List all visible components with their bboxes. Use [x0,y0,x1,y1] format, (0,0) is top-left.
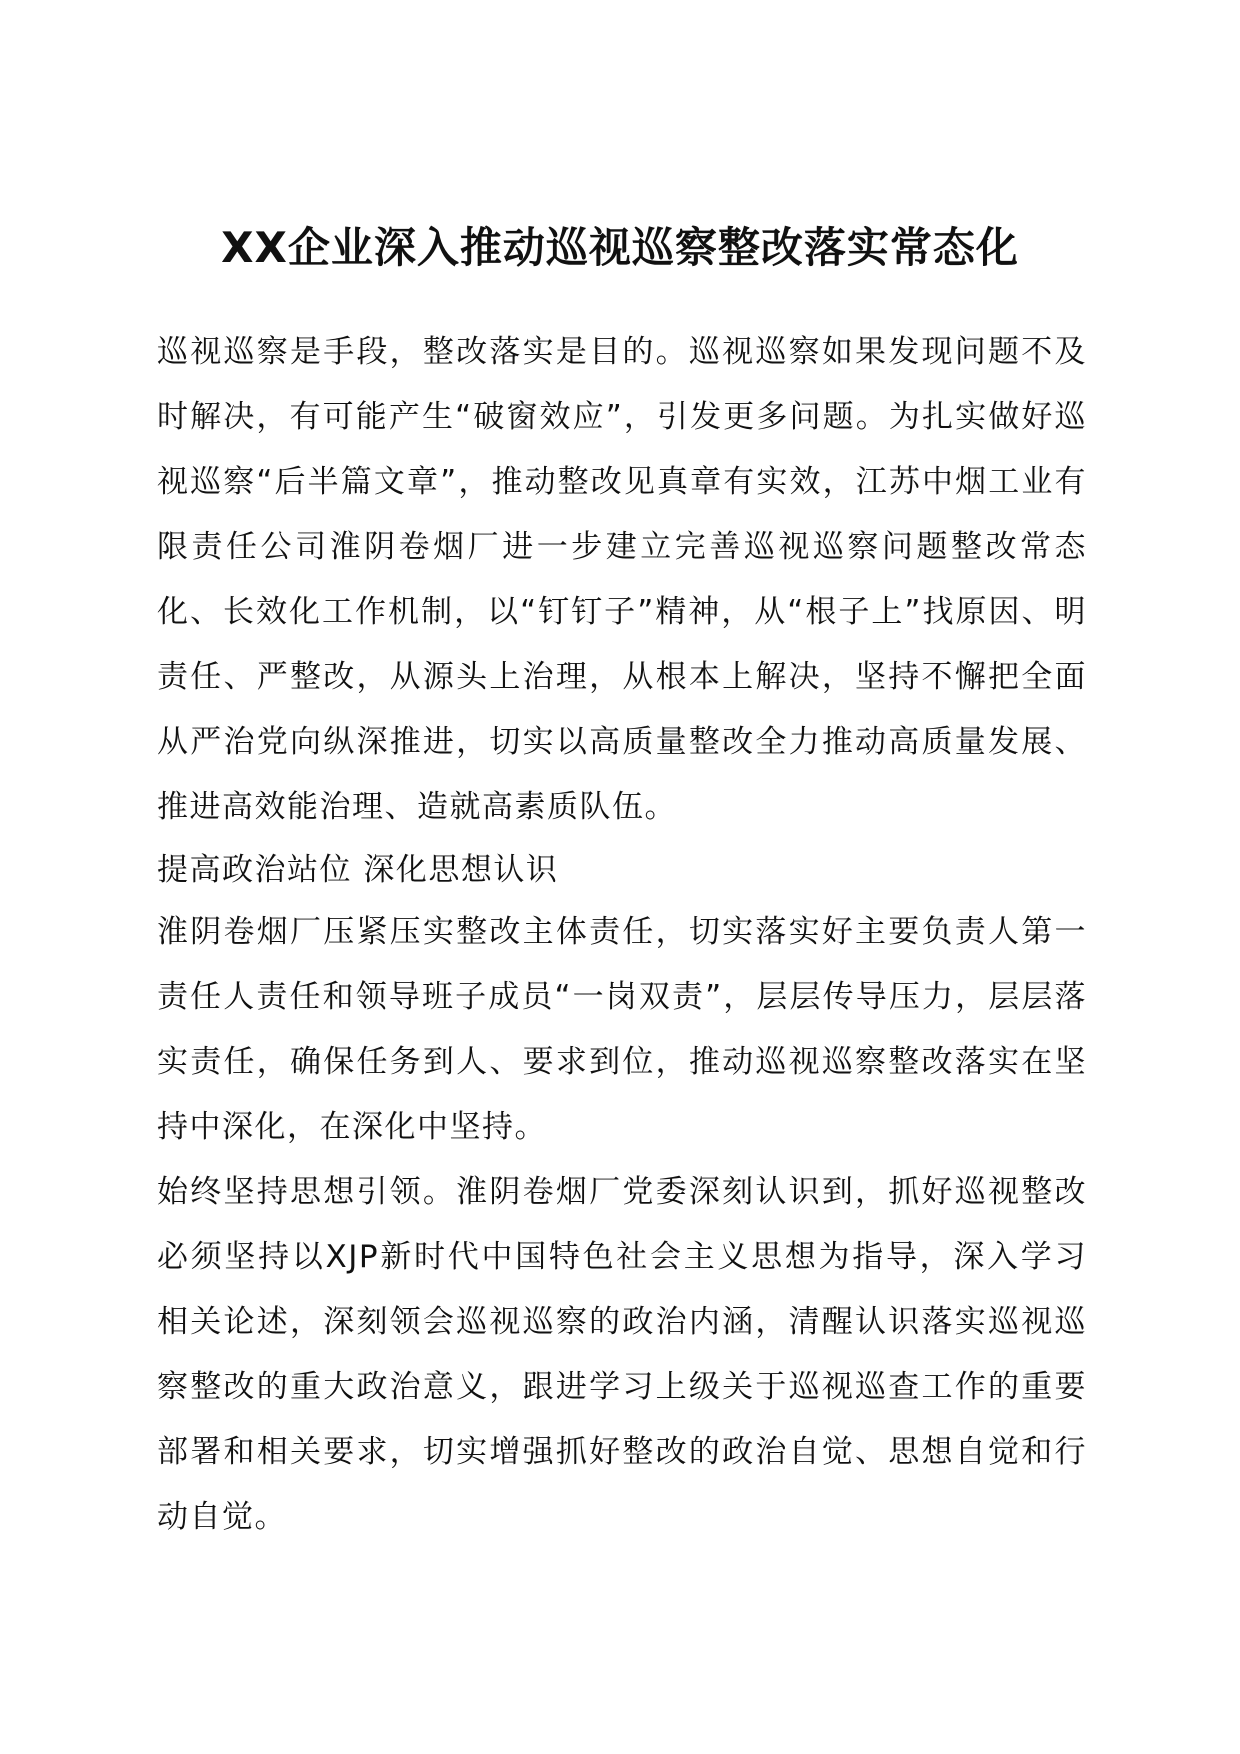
document-title: XX企业深入推动巡视巡察整改落实常态化 [221,223,1019,272]
section-paragraph-responsibility: 淮阴卷烟厂压紧压实整改主体责任，切实落实好主要负责人第一责任人责任和领导班子成员“一岗双责”，层层传导压力，层层落实责任，确保任务到人、要求到位，推动巡视巡察整改落实在坚持中深化，在深化中坚持。 [157,914,1087,1145]
section-heading: 提高政治站位 深化思想认识 [157,852,559,888]
document-body [157,320,1087,1550]
intro-paragraph: 巡视巡察是手段，整改落实是目的。巡视巡察如果发现问题不及时解决，有可能产生“破窗效应”，引发更多问题。为扎实做好巡视巡察“后半篇文章”，推动整改见真章有实效，江苏中烟工业有限责任公司淮阴卷烟厂进一步建立完善巡视巡察问题整改常态化、长效化工作机制，以“钉钉子”精神，从“根子上”找原因、明责任、严整改，从源头上治理，从根本上解决，坚持不懈把全面从严治党向纵深推进，切实以高质量整改全力推动高质量发展、推进高效能治理、造就高素质队伍。 [157,334,1087,825]
section-paragraph-ideology: 始终坚持思想引领。淮阴卷烟厂党委深刻认识到，抓好巡视整改必须坚持以XJP新时代中国特色社会主义思想为指导，深入学习相关论述，深刻领会巡视巡察的政治内涵，清醒认识落实巡视巡察整改的重大政治意义，跟进学习上级关于巡视巡查工作的重要部署和相关要求，切实增强抓好整改的政治自觉、思想自觉和行动自觉。 [157,1174,1087,1535]
